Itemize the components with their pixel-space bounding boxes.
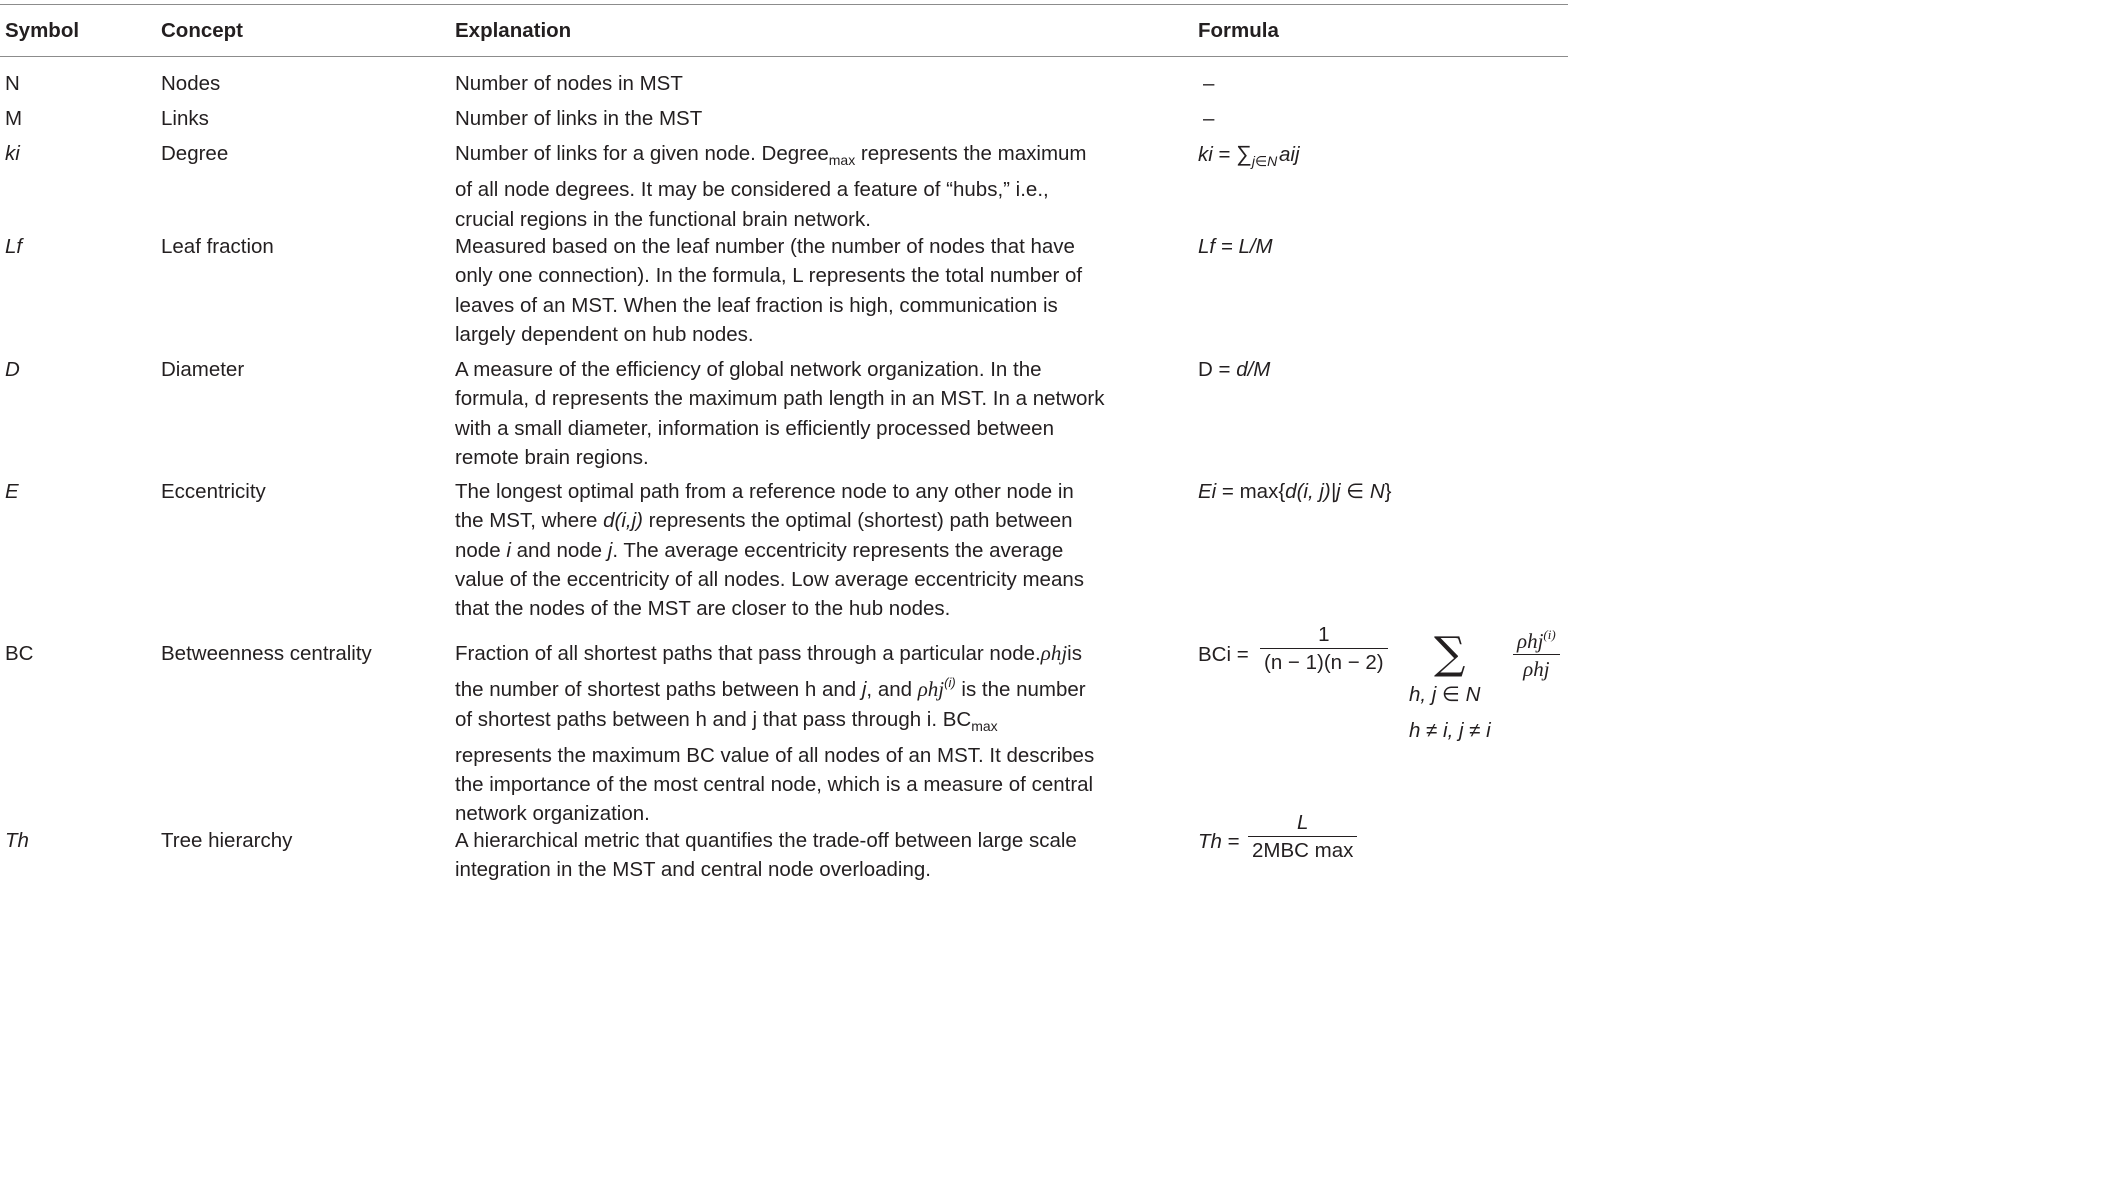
row-concept: Degree bbox=[161, 142, 229, 165]
row-concept: Leaf fraction bbox=[161, 235, 274, 258]
row-formula: Lf = L/M bbox=[1198, 235, 1273, 258]
row-concept: Diameter bbox=[161, 358, 245, 381]
header-concept: Concept bbox=[161, 19, 243, 42]
row-symbol: BC bbox=[5, 642, 34, 665]
row-concept: Nodes bbox=[161, 72, 221, 95]
formula-fraction: $\frac{L}{\text{2MBC max}}$ bbox=[1248, 810, 1357, 865]
header-explanation: Explanation bbox=[455, 19, 572, 42]
row-symbol: D bbox=[5, 358, 20, 381]
row-explanation: Number of nodes in MST bbox=[455, 72, 683, 95]
row-explanation: Measured based on the leaf number (the number of nodes that have only one connection). In the formula, L represents the total number of leaves of an MST. When the leaf fraction is high, communication is largely dependent on hub nodes. bbox=[455, 235, 1083, 346]
row-formula: – bbox=[1203, 107, 1215, 130]
formula-fraction: $\frac{\rho hj^{(i)}}{\text{ρhj}}$ bbox=[1513, 622, 1560, 683]
summation-symbol: ∑ bbox=[1434, 628, 1466, 679]
formula-fraction: $\frac{1}{(n - 1)(n - 2)}$ bbox=[1260, 622, 1388, 677]
row-symbol: ki bbox=[5, 142, 20, 165]
header-symbol: Symbol bbox=[5, 19, 80, 42]
row-explanation: The longest optimal path from a reference node to any other node in the MST, where d(i,j) represents the optimal (shortest) path between node i and node j. The average eccentricity represents the average value of the eccentricity of all nodes. Low average eccentricity means that the nodes of the MST are closer to the hub nodes. bbox=[455, 480, 1084, 621]
row-formula: Ei = max{d(i, j)|j ∈ N} bbox=[1198, 480, 1392, 503]
row-symbol: E bbox=[5, 480, 19, 503]
row-concept: Tree hierarchy bbox=[161, 829, 293, 852]
row-formula: – bbox=[1203, 72, 1215, 95]
row-explanation: Number of links for a given node. Degree$_{max}$ represents the maximum of all node degrees. It may be considered a feature of “hubs,” i.e., crucial regions in the functional brain network. bbox=[455, 142, 1087, 231]
row-concept: Eccentricity bbox=[161, 480, 266, 503]
row-explanation: A measure of the efficiency of global network organization. In the formula, d represents the maximum path length in an MST. In a network with a small diameter, information is efficiently processed between remote brain regions. bbox=[455, 358, 1105, 469]
row-symbol: Th bbox=[5, 829, 29, 852]
row-concept: Betweenness centrality bbox=[161, 642, 372, 665]
table-header-rule bbox=[0, 56, 1568, 57]
row-symbol: M bbox=[5, 107, 23, 130]
header-formula: Formula bbox=[1198, 19, 1279, 42]
row-explanation: Number of links in the MST bbox=[455, 107, 703, 130]
table-top-rule bbox=[0, 4, 1568, 5]
row-concept: Links bbox=[161, 107, 209, 130]
row-symbol: Lf bbox=[5, 235, 23, 258]
row-explanation: A hierarchical metric that quantifies the trade-off between large scale integration in the MST and central node overloading. bbox=[455, 829, 1077, 882]
row-formula: ki = $\sum_{j\in N}$ aij bbox=[1198, 141, 1300, 169]
row-symbol: N bbox=[5, 72, 20, 95]
row-formula: D = d/M bbox=[1198, 358, 1271, 381]
row-explanation: Fraction of all shortest paths that pass through a particular node.ρhjis the number of shortest paths between h and j, and ρhj$^{(i)}$ is the number of shortest paths between h and j that pass through i. $BC_{max}$ represents the maximum BC value of all nodes of an MST. It describes the importance of the most central node, which is a measure of central network organization. bbox=[455, 641, 1095, 826]
